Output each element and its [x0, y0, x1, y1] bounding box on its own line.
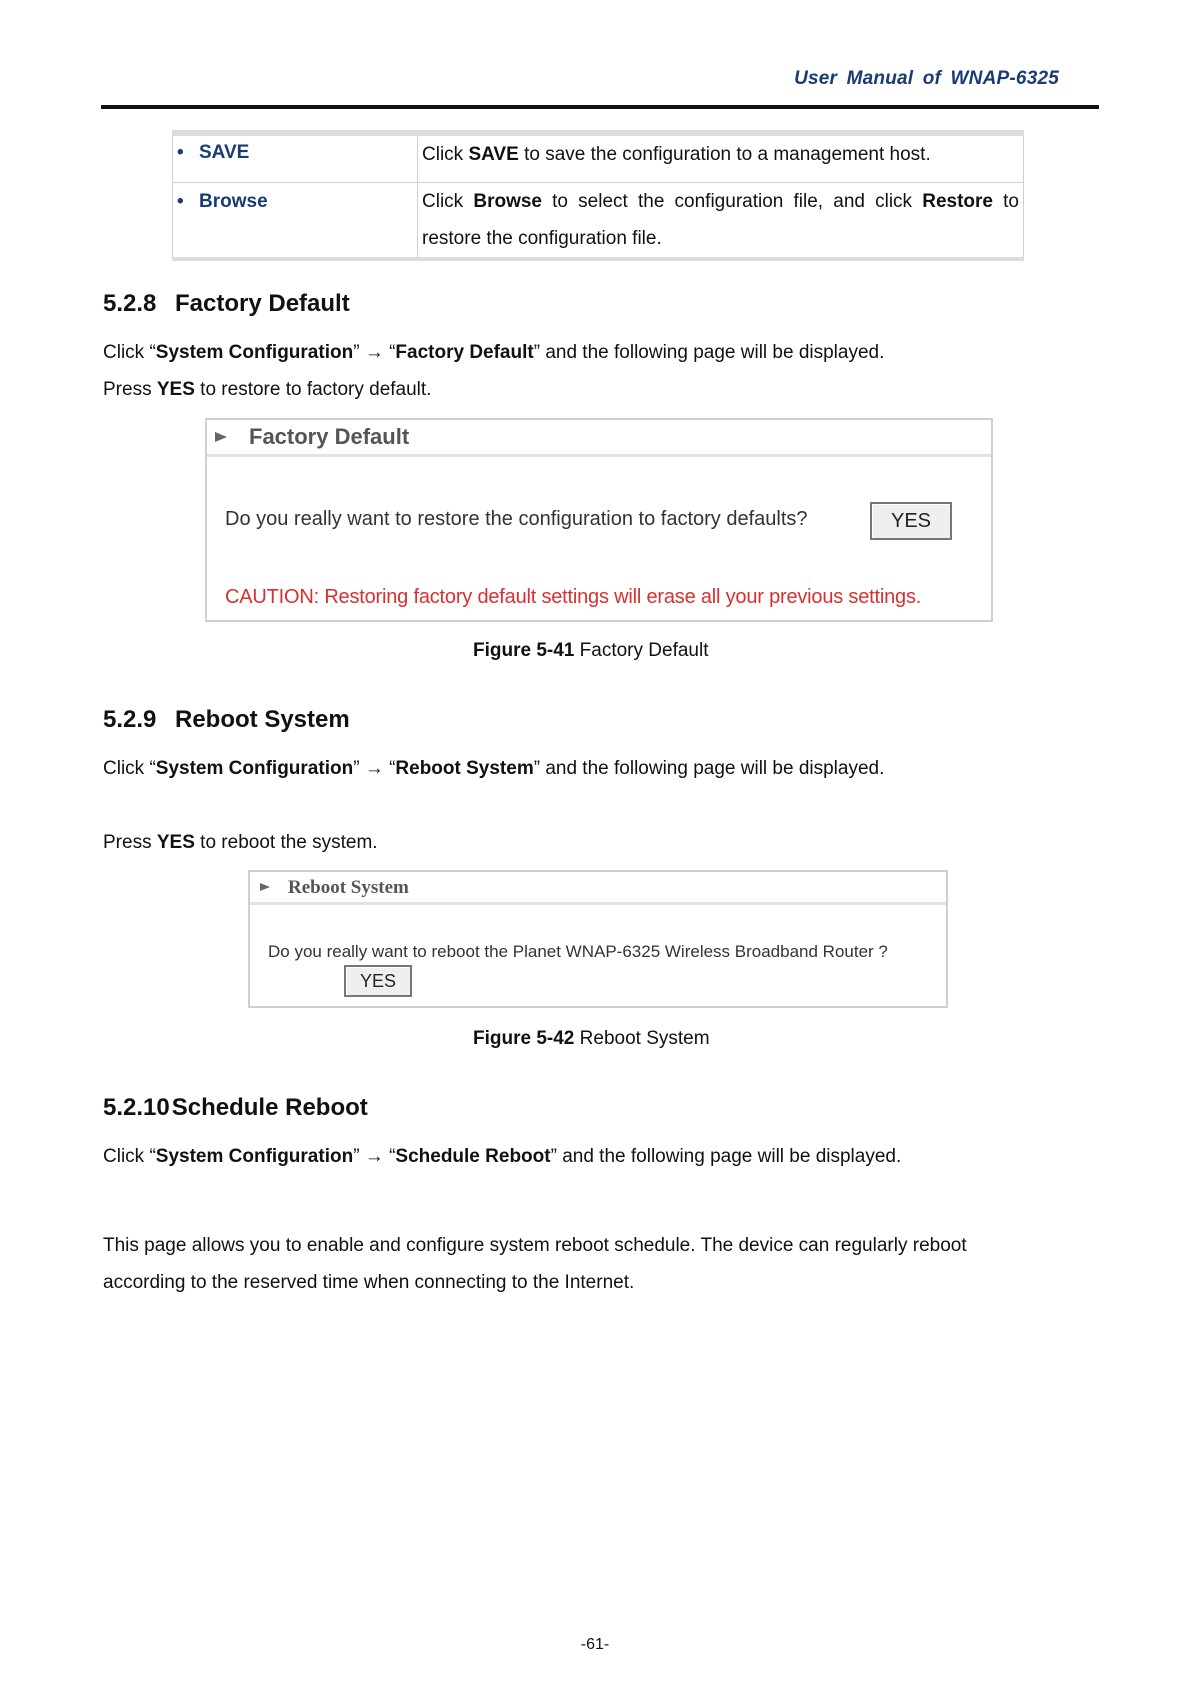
section-title: Schedule Reboot — [171, 1094, 368, 1121]
schedule-instruction-1: Click “System Configuration” → “Schedule Reboot” and the following page will be displayed. — [103, 1146, 902, 1167]
param-desc-cell — [418, 183, 1024, 260]
triangle-right-icon — [215, 432, 227, 442]
bullet-icon: • — [177, 142, 184, 163]
header-rule — [101, 105, 1099, 109]
table-row — [173, 183, 1024, 260]
reboot-system-panel — [248, 870, 948, 1008]
panel-title: Factory Default — [249, 424, 410, 449]
section-heading-schedule-reboot — [103, 1094, 368, 1122]
caution-text: CAUTION: Restoring factory default settings will erase all your previous settings. — [225, 586, 922, 608]
section-number: 5.2.8 — [103, 290, 157, 317]
reboot-instruction-2: Press YES to reboot the system. — [103, 832, 378, 853]
factory-instruction-2: Press YES to restore to factory default. — [103, 379, 432, 400]
table-row — [173, 133, 1024, 183]
desc-text: Click — [422, 144, 469, 165]
desc-text: to save the configuration to a management host. — [518, 144, 931, 165]
param-desc-cell — [418, 133, 1024, 183]
param-name: Browse — [199, 191, 268, 212]
reboot-instruction-1: Click “System Configuration” → “Reboot System” and the following page will be displayed. — [103, 758, 885, 779]
factory-yes-button[interactable]: YES — [870, 502, 952, 540]
bullet-icon: • — [177, 191, 184, 212]
desc-text: Click — [422, 191, 474, 212]
desc-text: to select the configuration file, and click — [541, 191, 923, 212]
desc-bold: Browse — [473, 191, 542, 212]
parameter-table — [172, 130, 1024, 261]
manual-header-title: User Manual of WNAP-6325 — [794, 68, 1059, 89]
schedule-paragraph-line-2: according to the reserved time when connecting to the Internet. — [103, 1272, 635, 1293]
section-title: Factory Default — [175, 290, 350, 317]
section-number: 5.2.10 — [103, 1094, 170, 1121]
restore-question: Do you really want to restore the configuration to factory defaults? — [225, 508, 808, 530]
schedule-paragraph-line-1: This page allows you to enable and configure system reboot schedule. The device can regularly reboot — [103, 1235, 967, 1256]
desc-text: to restore the configuration file. — [422, 191, 1019, 249]
figure-caption-5-42: Figure 5-42 Reboot System — [473, 1028, 710, 1049]
section-title: Reboot System — [175, 706, 350, 733]
panel-title: Reboot System — [288, 877, 409, 898]
panel-header — [207, 420, 991, 457]
section-heading-reboot-system — [103, 706, 350, 734]
reboot-question: Do you really want to reboot the Planet WNAP-6325 Wireless Broadband Router ? — [268, 942, 888, 961]
param-name-cell — [173, 183, 418, 260]
section-number: 5.2.9 — [103, 706, 157, 733]
section-heading-factory-default — [103, 290, 350, 318]
triangle-right-icon — [260, 883, 270, 891]
factory-instruction-1: Click “System Configuration” → “Factory Default” and the following page will be displayed. — [103, 342, 885, 363]
figure-caption-5-41: Figure 5-41 Factory Default — [473, 640, 709, 661]
reboot-yes-button[interactable]: YES — [344, 965, 412, 997]
page-number: -61- — [580, 1636, 610, 1653]
factory-default-panel — [205, 418, 993, 622]
param-name: SAVE — [199, 142, 250, 163]
param-name-cell — [173, 133, 418, 183]
panel-header — [250, 872, 946, 905]
desc-bold: SAVE — [468, 144, 519, 165]
desc-bold: Restore — [922, 191, 993, 212]
